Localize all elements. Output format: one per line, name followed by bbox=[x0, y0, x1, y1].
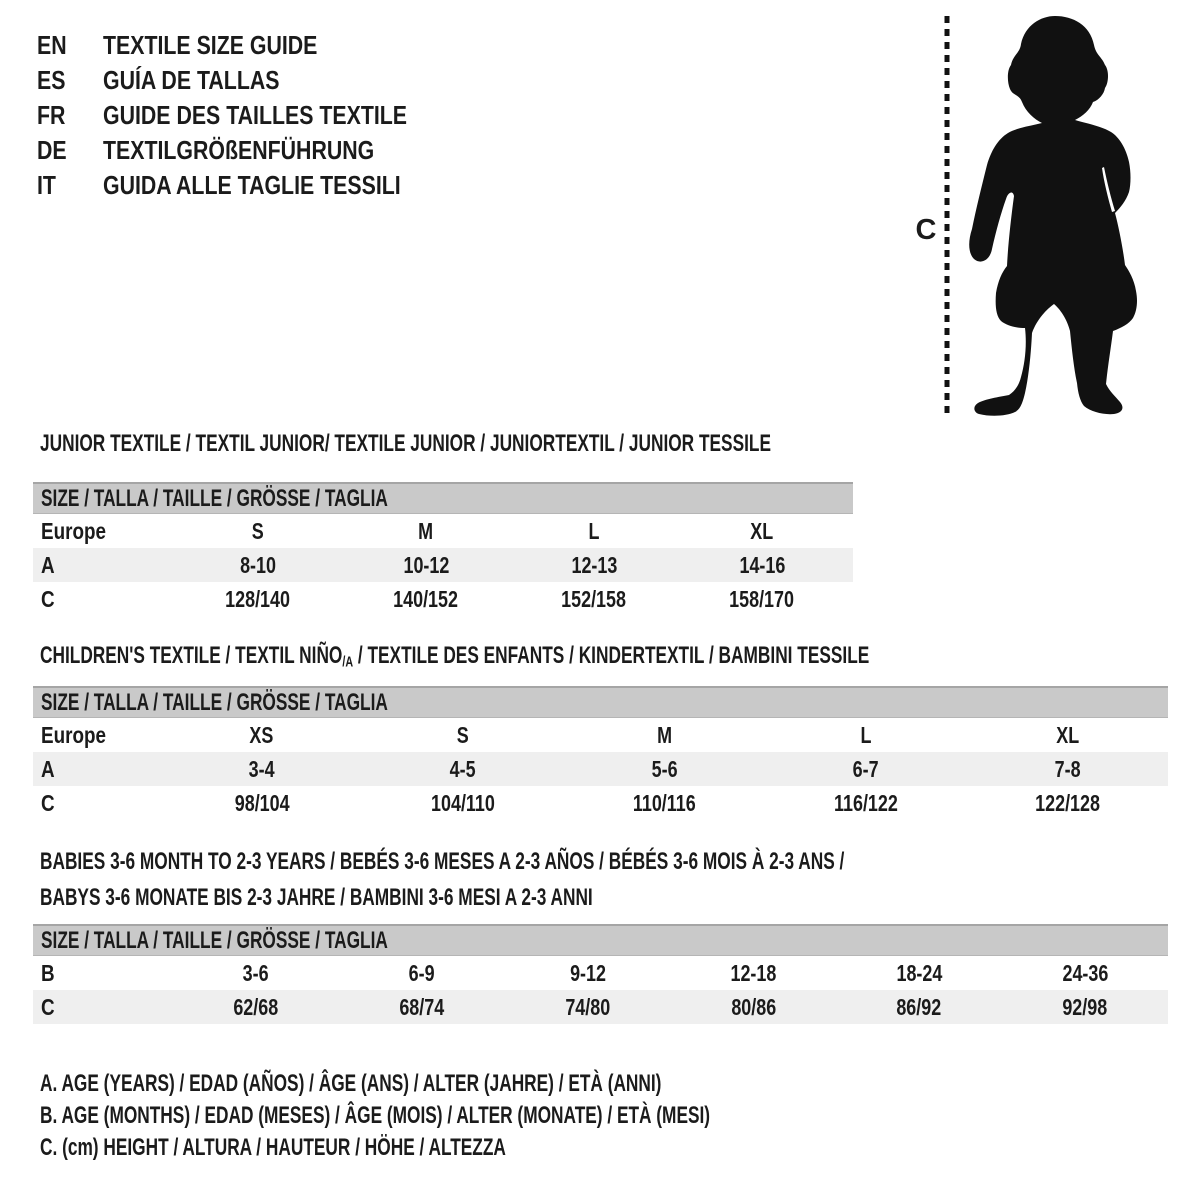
table-cell: 12-13 bbox=[571, 552, 617, 578]
row-label: A bbox=[41, 552, 55, 578]
table-cell: 3-4 bbox=[248, 756, 275, 782]
language-title: TEXTILE SIZE GUIDE bbox=[103, 30, 318, 60]
table-cell: S bbox=[252, 518, 264, 544]
table-cell: 158/170 bbox=[729, 586, 795, 612]
table-row-europe bbox=[33, 514, 853, 548]
table-cell: 14-16 bbox=[739, 552, 785, 578]
table-cell: 152/158 bbox=[561, 586, 627, 612]
table-cell: 5-6 bbox=[651, 756, 678, 782]
legend-age-years: A. AGE (YEARS) / EDAD (AÑOS) / ÂGE (ANS) / ALTER (JAHRE) / ETÀ (ANNI) bbox=[40, 1070, 662, 1097]
legend-age-months: B. AGE (MONTHS) / EDAD (MESES) / ÂGE (MOIS) / ALTER (MONATE) / ETÀ (MESI) bbox=[40, 1102, 711, 1129]
toddler-silhouette-icon bbox=[963, 12, 1163, 417]
table-cell: 24-36 bbox=[1062, 960, 1109, 986]
table-cell: XS bbox=[249, 722, 274, 748]
height-measure-label: C bbox=[915, 214, 937, 246]
language-title-list bbox=[37, 28, 474, 203]
table-cell: L bbox=[860, 722, 872, 748]
language-code: DE bbox=[37, 135, 67, 165]
language-title: GUIDE DES TAILLES TEXTILE bbox=[103, 100, 408, 130]
table-cell: 8-10 bbox=[240, 552, 276, 578]
babies-section-heading: BABIES 3-6 MONTH TO 2-3 YEARS / BEBÉS 3-6 MESES A 2-3 AÑOS / BÉBÉS 3-6 MOIS À 2-3 ANS / BABYS 3-6 MONATE BIS 2-3 JAHRE / BAMBINI 3-6 MESI A 2-3 ANNI bbox=[40, 848, 845, 911]
children-section-heading: CHILDREN'S TEXTILE / TEXTIL NIÑO/A / TEXTILE DES ENFANTS / KINDERTEXTIL / BAMBINI TESSILE bbox=[40, 642, 870, 671]
table-cell: XL bbox=[1055, 722, 1079, 748]
language-row-fr bbox=[37, 98, 474, 133]
babies-size-table bbox=[33, 924, 1168, 1024]
language-row-es bbox=[37, 63, 474, 98]
size-header-band: SIZE / TALLA / TAILLE / GRÖSSE / TAGLIA bbox=[33, 924, 1168, 956]
size-header-band: SIZE / TALLA / TAILLE / GRÖSSE / TAGLIA bbox=[33, 482, 853, 514]
table-cell: 110/116 bbox=[633, 790, 696, 816]
table-cell: 140/152 bbox=[393, 586, 459, 612]
table-row-age-a bbox=[33, 752, 1168, 786]
language-title: GUÍA DE TALLAS bbox=[103, 65, 280, 95]
table-cell: 6-9 bbox=[408, 960, 435, 986]
legend-height-cm: C. (cm) HEIGHT / ALTURA / HAUTEUR / HÖHE / ALTEZZA bbox=[40, 1134, 506, 1161]
row-label: Europe bbox=[41, 518, 106, 544]
nino-a-subscript: /A bbox=[342, 654, 354, 671]
junior-size-table bbox=[33, 482, 853, 616]
table-row-height-c bbox=[33, 582, 853, 616]
table-cell: 12-18 bbox=[730, 960, 777, 986]
height-dashed-line bbox=[944, 16, 950, 416]
language-row-de bbox=[37, 133, 474, 168]
table-cell: 6-7 bbox=[852, 756, 879, 782]
language-code: EN bbox=[37, 30, 67, 60]
language-title: TEXTILGRÖßENFÜHRUNG bbox=[103, 135, 375, 165]
table-row-age-a bbox=[33, 548, 853, 582]
row-label: C bbox=[41, 586, 55, 612]
language-row-en bbox=[37, 28, 474, 63]
row-label: C bbox=[41, 994, 55, 1020]
children-size-table bbox=[33, 686, 1168, 820]
language-code: ES bbox=[37, 65, 66, 95]
junior-section-heading: JUNIOR TEXTILE / TEXTIL JUNIOR/ TEXTILE JUNIOR / JUNIORTEXTIL / JUNIOR TESSILE bbox=[40, 430, 771, 457]
size-header-band: SIZE / TALLA / TAILLE / GRÖSSE / TAGLIA bbox=[33, 686, 1168, 718]
table-cell: 92/98 bbox=[1062, 994, 1108, 1020]
table-cell: L bbox=[588, 518, 600, 544]
table-cell: 9-12 bbox=[569, 960, 606, 986]
table-cell: 80/86 bbox=[730, 994, 776, 1020]
table-cell: 98/104 bbox=[234, 790, 290, 816]
table-cell: XL bbox=[750, 518, 774, 544]
table-cell: 104/110 bbox=[431, 790, 496, 816]
row-label: C bbox=[41, 790, 55, 816]
table-cell: 4-5 bbox=[450, 756, 477, 782]
table-cell: 74/80 bbox=[565, 994, 611, 1020]
table-row-height-c bbox=[33, 990, 1168, 1024]
table-cell: 116/122 bbox=[833, 790, 898, 816]
table-row-height-c bbox=[33, 786, 1168, 820]
table-row-months-b bbox=[33, 956, 1168, 990]
table-cell: 18-24 bbox=[896, 960, 943, 986]
language-code: IT bbox=[37, 170, 56, 200]
table-cell: 122/128 bbox=[1034, 790, 1100, 816]
language-row-it bbox=[37, 168, 474, 203]
language-title: GUIDA ALLE TAGLIE TESSILI bbox=[103, 170, 401, 200]
table-cell: 3-6 bbox=[242, 960, 269, 986]
row-label: Europe bbox=[41, 722, 106, 748]
table-cell: S bbox=[457, 722, 470, 748]
table-cell: 68/74 bbox=[399, 994, 445, 1020]
table-cell: 128/140 bbox=[225, 586, 291, 612]
table-row-europe bbox=[33, 718, 1168, 752]
table-cell: M bbox=[657, 722, 672, 748]
row-label: B bbox=[41, 960, 55, 986]
table-cell: 10-12 bbox=[403, 552, 449, 578]
measurement-legend bbox=[40, 1068, 971, 1164]
table-cell: 86/92 bbox=[896, 994, 942, 1020]
language-code: FR bbox=[37, 100, 66, 130]
table-cell: M bbox=[418, 518, 434, 544]
row-label: A bbox=[41, 756, 55, 782]
table-cell: 62/68 bbox=[233, 994, 279, 1020]
table-cell: 7-8 bbox=[1054, 756, 1081, 782]
